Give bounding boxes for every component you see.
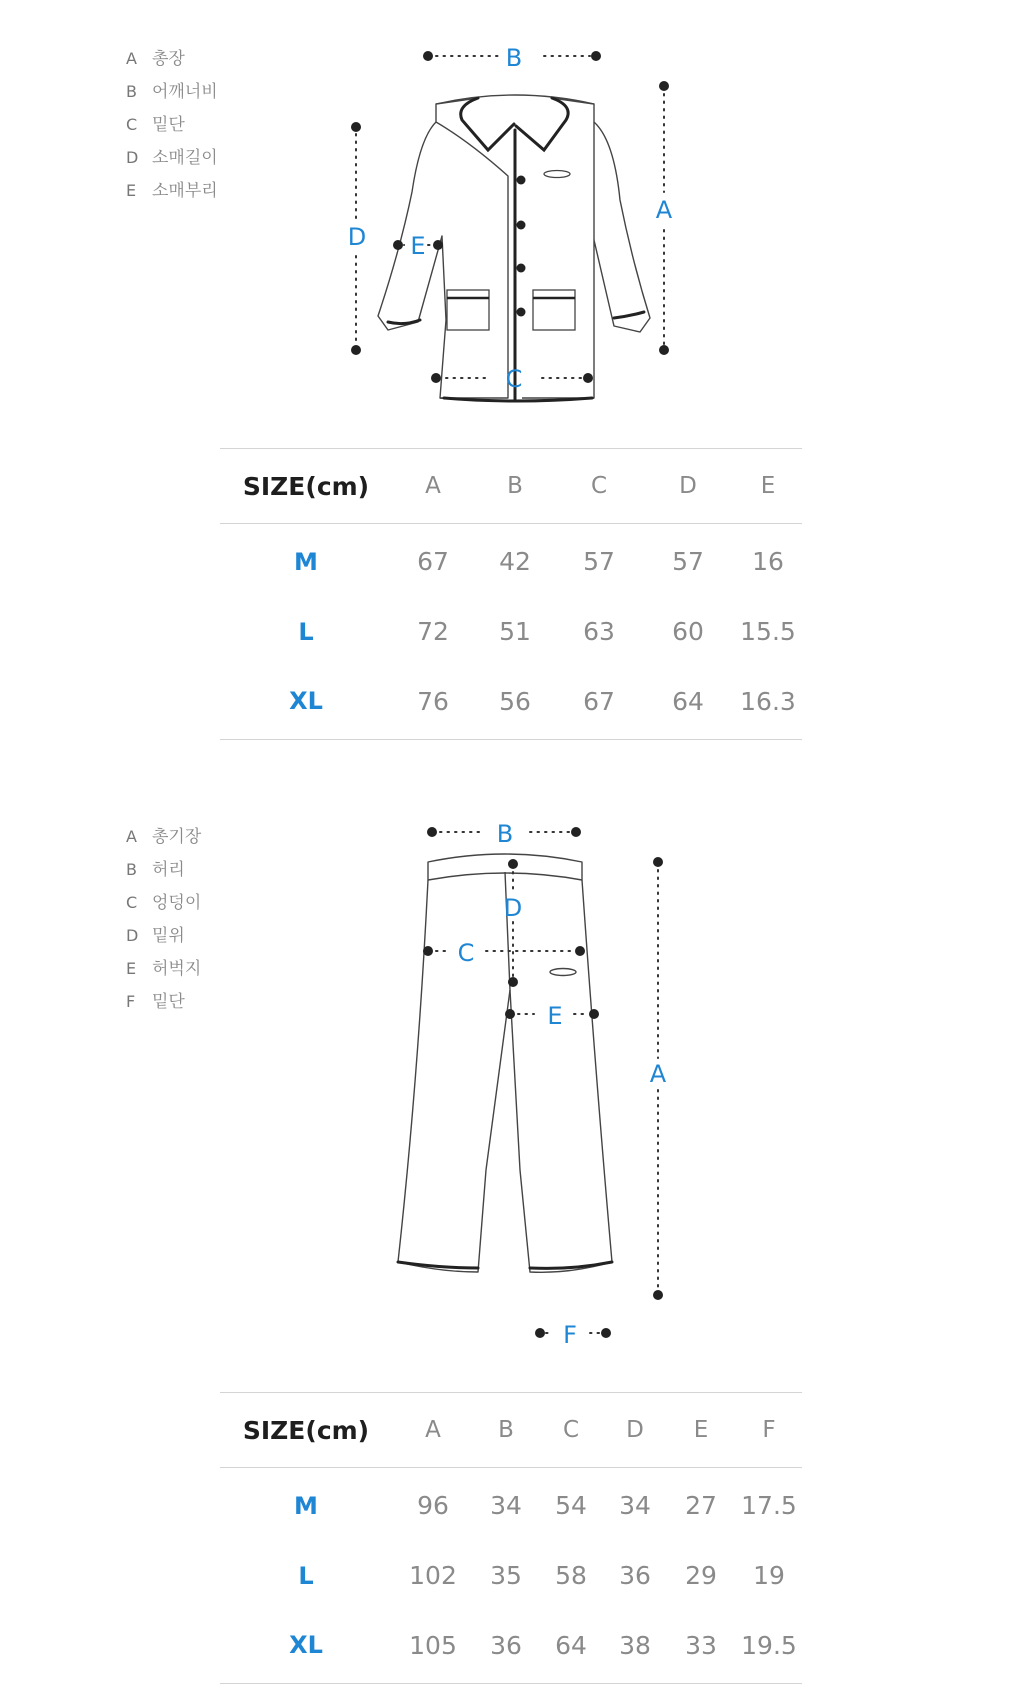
legend-item: F 밑단 [126, 992, 185, 1012]
column-header: D [642, 449, 734, 524]
table-cell: 33 [666, 1608, 736, 1684]
label-D: D [503, 894, 523, 922]
size-header: SIZE(cm) [220, 449, 392, 524]
table-cell: 36 [619, 1561, 651, 1590]
size-name: L [298, 617, 314, 646]
table-header-row [220, 449, 802, 524]
legend-item: C 엉덩이 [126, 893, 202, 913]
column-header: A [392, 449, 474, 524]
table-cell: 58 [555, 1561, 587, 1590]
table-cell: 16 [752, 547, 784, 577]
shirt-measurement-legend [126, 44, 218, 209]
shirt-size-table [220, 448, 802, 740]
label-C: C [457, 939, 475, 967]
column-header: E [666, 1393, 736, 1468]
column-header: D [604, 1393, 666, 1468]
table-cell: 35 [490, 1561, 522, 1590]
table-row [220, 600, 802, 664]
table-cell: 64 [642, 664, 734, 740]
legend-item: C 밑단 [126, 115, 185, 135]
table-cell: 34 [490, 1491, 522, 1521]
column-header: E [734, 449, 802, 524]
table-cell: 19 [753, 1561, 785, 1590]
table-cell: 72 [417, 617, 449, 646]
label-E: E [547, 1002, 563, 1030]
legend-item: A 총장 [126, 49, 185, 69]
legend-item: B 어깨너비 [126, 82, 218, 102]
size-header: SIZE(cm) [220, 1393, 392, 1468]
label-E: E [410, 232, 426, 260]
table-cell: 38 [604, 1608, 666, 1684]
table-cell: 27 [685, 1491, 717, 1521]
table-cell: 54 [555, 1491, 587, 1521]
size-name: XL [220, 1608, 392, 1684]
column-header: C [538, 1393, 604, 1468]
legend-item: E 허벅지 [126, 959, 202, 979]
legend-item: D 밑위 [126, 926, 185, 946]
table-row [220, 1608, 802, 1684]
label-F: F [563, 1321, 577, 1349]
table-row [220, 664, 802, 740]
pants-diagram [380, 810, 700, 1350]
size-name: L [298, 1561, 314, 1590]
column-header: A [392, 1393, 474, 1468]
table-cell: 56 [474, 664, 556, 740]
table-cell: 102 [409, 1561, 457, 1590]
table-cell: 42 [499, 547, 531, 577]
column-header: C [556, 449, 642, 524]
table-cell: 34 [619, 1491, 651, 1521]
table-cell: 96 [417, 1491, 449, 1521]
legend-item: D 소매길이 [126, 148, 218, 168]
legend-item: A 총기장 [126, 827, 202, 847]
column-header: B [474, 1393, 538, 1468]
size-name: M [294, 547, 318, 576]
table-cell: 16.3 [734, 664, 802, 740]
label-B: B [505, 44, 523, 72]
size-name: XL [220, 664, 392, 740]
label-D: D [347, 223, 367, 251]
table-cell: 51 [499, 617, 531, 646]
table-cell: 67 [417, 547, 449, 577]
table-row [220, 1468, 802, 1544]
table-cell: 63 [583, 617, 615, 646]
legend-item: E 소매부리 [126, 181, 218, 201]
table-row [220, 1544, 802, 1608]
column-header: B [474, 449, 556, 524]
size-name: M [294, 1491, 318, 1520]
table-header-row [220, 1393, 802, 1468]
table-cell: 36 [474, 1608, 538, 1684]
pants-size-table [220, 1392, 802, 1684]
table-cell: 19.5 [736, 1608, 802, 1684]
table-cell: 57 [583, 547, 615, 577]
legend-item: B 허리 [126, 860, 185, 880]
table-cell: 67 [556, 664, 642, 740]
column-header: F [736, 1393, 802, 1468]
label-B: B [496, 820, 514, 848]
shirt-diagram [340, 40, 700, 410]
table-cell: 60 [672, 617, 704, 646]
table-cell: 76 [392, 664, 474, 740]
label-C: C [505, 365, 523, 393]
table-cell: 15.5 [740, 617, 796, 646]
label-A: A [655, 196, 673, 224]
table-cell: 57 [672, 547, 704, 577]
label-A: A [649, 1060, 667, 1088]
table-row [220, 524, 802, 600]
table-cell: 64 [538, 1608, 604, 1684]
table-cell: 105 [392, 1608, 474, 1684]
pants-measurement-legend [126, 822, 201, 1020]
table-cell: 29 [685, 1561, 717, 1590]
table-cell: 17.5 [741, 1491, 797, 1521]
